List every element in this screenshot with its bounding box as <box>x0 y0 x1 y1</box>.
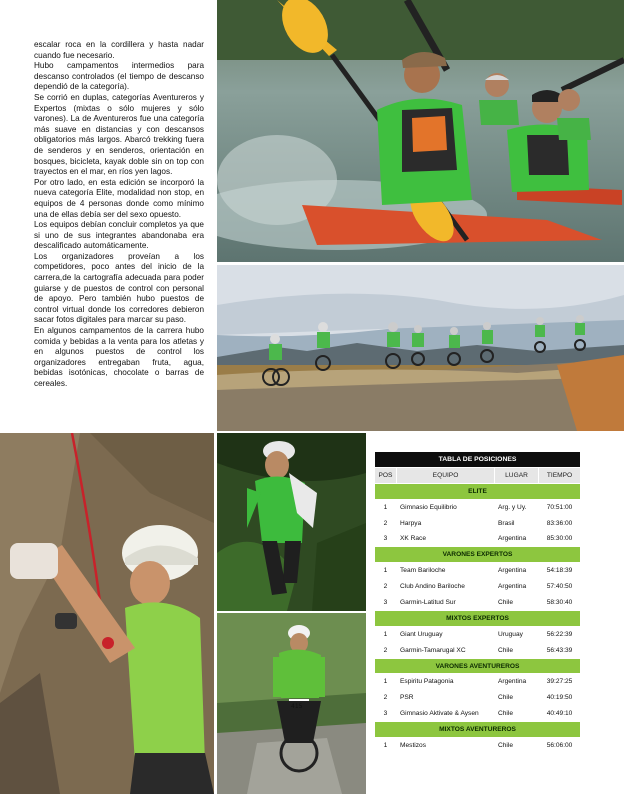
cell-time: 70:51:00 <box>539 499 581 515</box>
cell-team: Mestizos <box>397 738 495 754</box>
cell-pos: 1 <box>375 674 397 690</box>
table-row <box>375 499 581 515</box>
trekker-forest-photo <box>217 433 366 611</box>
category-name: VARONES AVENTUREROS <box>375 658 581 674</box>
cell-time: 83:36:00 <box>539 515 581 531</box>
table-row <box>375 706 581 722</box>
article-paragraph: Por otro lado, en esta edición se incorporó la nueva categoría Elite, modalidad non stop, en equipos de 4 personas donde como mínimo una de ellas debía ser del sexo opuesto. <box>34 177 204 219</box>
col-header-time: TIEMPO <box>539 467 581 483</box>
cell-place: Argentina <box>495 579 539 595</box>
article-paragraph: Se corrió en duplas, categorías Aventureros y Expertos (mixtas o sólo mujeres y sólo varones). La de Aventureros fue una categoría más suave en distancias y con descansos obligatorios más largos. Abarcó trekking fuera de senderos y en senderos, orientación en bosques, bicicleta, kayak doble sin on top con trayectos en el mar, en ríos yen lagos. <box>34 92 204 177</box>
cell-team: Giant Uruguay <box>397 626 495 642</box>
kayak-photo <box>217 0 624 262</box>
cell-pos: 2 <box>375 579 397 595</box>
article-paragraph: En algunos campamentos de la carrera hubo comida y bebidas a la venta para los atletas y en algunos puestos de control los organizadores entregaban fruta, agua, bebidas isotónicas, chocolate o barras de cereales. <box>34 326 204 388</box>
mountain-biker-photo <box>217 613 366 794</box>
cell-place: Chile <box>495 642 539 658</box>
cell-pos: 3 <box>375 595 397 611</box>
article-paragraph: escalar roca en la cordillera y hasta nadar cuando fue necesario. <box>34 40 204 60</box>
article-paragraph: Los equipos debían concluir completos ya que si uno de sus integrantes abandonaba era descalificado automáticamente. <box>34 220 204 251</box>
cell-pos: 1 <box>375 563 397 579</box>
category-row <box>375 483 581 499</box>
cell-place: Chile <box>495 706 539 722</box>
cell-time: 54:18:39 <box>539 563 581 579</box>
cell-time: 39:27:25 <box>539 674 581 690</box>
cell-place: Argentina <box>495 563 539 579</box>
category-row <box>375 610 581 626</box>
cell-team: Garmin-Latitud Sur <box>397 595 495 611</box>
cell-pos: 1 <box>375 738 397 754</box>
cell-pos: 1 <box>375 626 397 642</box>
col-header-team: EQUIPO <box>397 467 495 483</box>
bike-number-label: 415 <box>291 703 303 710</box>
cell-team: Team Bariloche <box>397 563 495 579</box>
category-row <box>375 547 581 563</box>
cell-team: Club Andino Bariloche <box>397 579 495 595</box>
category-row <box>375 722 581 738</box>
cell-pos: 3 <box>375 706 397 722</box>
cell-pos: 1 <box>375 499 397 515</box>
climber-photo <box>0 433 214 794</box>
cell-place: Chile <box>495 595 539 611</box>
article-paragraph: Los organizadores proveían a los competidores, poco antes del inicio de la carrera,de la cartografía adecuada para poder guiarse y de puestos de control con personal de apoyo. Pero también hubo puestos de control virtual donde los corredores debieron sacar fotos digitales para marcar su paso. <box>34 251 204 325</box>
cell-place: Brasil <box>495 515 539 531</box>
cell-time: 56:43:39 <box>539 642 581 658</box>
cell-pos: 2 <box>375 642 397 658</box>
standings-table <box>374 451 580 754</box>
cell-time: 40:49:10 <box>539 706 581 722</box>
cell-team: Harpya <box>397 515 495 531</box>
table-row <box>375 674 581 690</box>
cell-place: Arg. y Uy. <box>495 499 539 515</box>
category-name: MIXTOS EXPERTOS <box>375 610 581 626</box>
table-title: TABLA DE POSICIONES <box>375 452 581 468</box>
cell-team: PSR <box>397 690 495 706</box>
article-paragraph: Hubo campamentos intermedios para descanso controlados (el tiempo de descanso dependió de la categoría). <box>34 61 204 92</box>
table-row <box>375 738 581 754</box>
category-row <box>375 658 581 674</box>
cell-team: Garmin-Tamarugal XC <box>397 642 495 658</box>
table-row <box>375 531 581 547</box>
cell-time: 56:22:39 <box>539 626 581 642</box>
table-row <box>375 642 581 658</box>
cell-place: Chile <box>495 738 539 754</box>
cell-team: Gimnasio Aktivate & Aysen <box>397 706 495 722</box>
cell-place: Argentina <box>495 674 539 690</box>
category-name: MIXTOS AVENTUREROS <box>375 722 581 738</box>
col-header-pos: POS <box>375 467 397 483</box>
table-row <box>375 626 581 642</box>
cell-pos: 2 <box>375 515 397 531</box>
table-row <box>375 690 581 706</box>
cell-time: 85:30:00 <box>539 531 581 547</box>
cell-place: Uruguay <box>495 626 539 642</box>
col-header-place: LUGAR <box>495 467 539 483</box>
cell-time: 58:30:40 <box>539 595 581 611</box>
cell-team: Gimnasio Equilibrio <box>397 499 495 515</box>
table-row <box>375 515 581 531</box>
cell-pos: 2 <box>375 690 397 706</box>
cell-time: 56:06:00 <box>539 738 581 754</box>
cell-team: Espiritu Patagonia <box>397 674 495 690</box>
cell-time: 40:19:50 <box>539 690 581 706</box>
category-name: ELITE <box>375 483 581 499</box>
article-text <box>34 40 204 390</box>
table-row <box>375 579 581 595</box>
table-row <box>375 563 581 579</box>
cell-place: Chile <box>495 690 539 706</box>
cell-team: XK Race <box>397 531 495 547</box>
cell-time: 57:40:50 <box>539 579 581 595</box>
cell-place: Argentina <box>495 531 539 547</box>
table-row <box>375 595 581 611</box>
cell-pos: 3 <box>375 531 397 547</box>
category-name: VARONES EXPERTOS <box>375 547 581 563</box>
cyclists-road-photo <box>217 265 624 431</box>
